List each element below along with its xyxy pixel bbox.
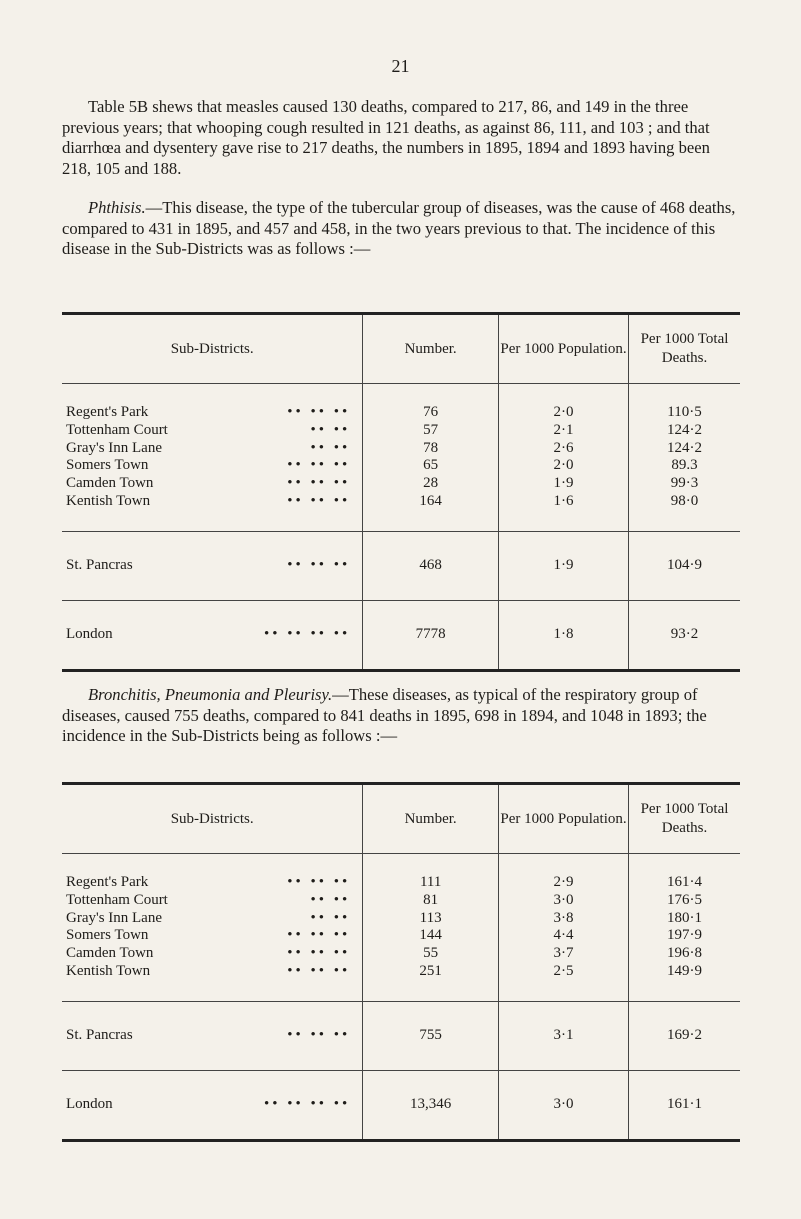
district-cell bbox=[62, 892, 363, 910]
table-row bbox=[62, 910, 740, 928]
bronchitis-text: —These diseases, as typical of the respiratory group of diseases, caused 755 deaths, compared to 841 deaths in 1895, 698 in 1894, and 1048 in 1893; the incidence in the Sub-Districts being as follows :— bbox=[62, 685, 707, 746]
district-cell bbox=[62, 531, 363, 600]
per-population-cell: 2·5 bbox=[498, 963, 628, 981]
leader-dots: •• •• •• bbox=[287, 492, 351, 509]
district-cell bbox=[62, 457, 363, 475]
per-deaths-cell: 161·1 bbox=[629, 1070, 740, 1140]
paragraph-phthisis bbox=[62, 198, 740, 260]
leader-dots: •• •• •• bbox=[287, 457, 351, 474]
district-name: Gray's Inn Lane bbox=[66, 439, 162, 456]
number-cell: 164 bbox=[363, 493, 499, 511]
per-population-cell: 3·1 bbox=[498, 1001, 628, 1070]
per-deaths-cell: 149·9 bbox=[629, 963, 740, 981]
table-row bbox=[62, 404, 740, 422]
district-cell bbox=[62, 493, 363, 511]
leader-dots: •• •• •• bbox=[287, 1027, 351, 1044]
number-cell: 81 bbox=[363, 892, 499, 910]
number-cell: 7778 bbox=[363, 600, 499, 670]
per-population-cell: 2·1 bbox=[498, 422, 628, 440]
per-deaths-cell: 180·1 bbox=[629, 910, 740, 928]
district-cell bbox=[62, 1001, 363, 1070]
per-population-cell: 3·0 bbox=[498, 892, 628, 910]
district-name: Camden Town bbox=[66, 945, 154, 962]
district-name: St. Pancras bbox=[66, 557, 133, 574]
leader-dots: •• •• bbox=[310, 891, 351, 908]
district-name: Kentish Town bbox=[66, 962, 151, 979]
table-row bbox=[62, 927, 740, 945]
leader-dots: •• •• •• bbox=[287, 874, 351, 890]
header-number: Number. bbox=[363, 314, 499, 384]
per-population-cell: 2·0 bbox=[498, 457, 628, 475]
district-cell bbox=[62, 945, 363, 963]
leader-dots: •• •• •• bbox=[287, 945, 351, 962]
number-cell: 78 bbox=[363, 440, 499, 458]
leader-dots: •• •• •• •• bbox=[264, 1096, 351, 1113]
number-cell: 144 bbox=[363, 927, 499, 945]
respiratory-table bbox=[62, 782, 740, 1142]
spacer-row bbox=[62, 981, 740, 1002]
district-name: Regent's Park bbox=[66, 874, 149, 890]
district-cell bbox=[62, 404, 363, 422]
leader-dots: •• •• bbox=[310, 909, 351, 926]
leader-dots: •• •• bbox=[310, 421, 351, 438]
per-population-cell: 1·9 bbox=[498, 531, 628, 600]
district-name: Somers Town bbox=[66, 457, 149, 474]
paragraph-measles: Table 5B shews that measles caused 130 deaths, compared to 217, 86, and 149 in the three previous years; that whooping cough resulted in 121 deaths, as against 86, 111, and 103 ; and that diarrhœa and dysentery gave rise to 217 deaths, the numbers in 1895, 1894 and 1893 having been 218, 105 and 188. bbox=[62, 97, 710, 178]
leader-dots: •• •• •• bbox=[287, 475, 351, 492]
header-sub-districts: Sub-Districts. bbox=[62, 314, 363, 384]
per-population-cell: 3·0 bbox=[498, 1070, 628, 1140]
leader-dots: •• •• •• bbox=[287, 404, 351, 420]
spacer-row bbox=[62, 384, 740, 405]
spacer-row bbox=[62, 854, 740, 875]
district-cell bbox=[62, 874, 363, 892]
district-cell bbox=[62, 600, 363, 670]
per-deaths-cell: 197·9 bbox=[629, 927, 740, 945]
per-population-cell: 1·6 bbox=[498, 493, 628, 511]
table-row bbox=[62, 475, 740, 493]
spacer-row bbox=[62, 511, 740, 532]
district-cell bbox=[62, 1070, 363, 1140]
per-deaths-cell: 98·0 bbox=[629, 493, 740, 511]
phthisis-text: —This disease, the type of the tubercular group of diseases, was the cause of 468 deaths, compared to 431 in 1895, and 457 and 458, in the two years previous to that. The incidence of this disease in the Sub-Districts was as follows :— bbox=[62, 198, 736, 259]
page-number: 21 bbox=[391, 56, 410, 76]
district-name: Tottenham Court bbox=[66, 421, 168, 438]
number-cell: 28 bbox=[363, 475, 499, 493]
phthisis-table bbox=[62, 312, 740, 672]
number-cell: 76 bbox=[363, 404, 499, 422]
table-row bbox=[62, 440, 740, 458]
header-per-population: Per 1000 Population. bbox=[498, 314, 628, 384]
number-cell: 755 bbox=[363, 1001, 499, 1070]
table-row bbox=[62, 892, 740, 910]
number-cell: 251 bbox=[363, 963, 499, 981]
district-name: Camden Town bbox=[66, 475, 154, 492]
district-cell bbox=[62, 910, 363, 928]
per-population-cell: 3·7 bbox=[498, 945, 628, 963]
district-name: Kentish Town bbox=[66, 492, 151, 509]
per-deaths-cell: 93·2 bbox=[629, 600, 740, 670]
header-per-deaths: Per 1000 Total Deaths. bbox=[629, 784, 740, 854]
number-cell: 13,346 bbox=[363, 1070, 499, 1140]
district-name: London bbox=[66, 1096, 113, 1113]
table-row bbox=[62, 874, 740, 892]
per-deaths-cell: 161·4 bbox=[629, 874, 740, 892]
district-name: St. Pancras bbox=[66, 1027, 133, 1044]
header-per-deaths: Per 1000 Total Deaths. bbox=[629, 314, 740, 384]
table-row bbox=[62, 963, 740, 981]
number-cell: 65 bbox=[363, 457, 499, 475]
per-deaths-cell: 124·2 bbox=[629, 440, 740, 458]
number-cell: 468 bbox=[363, 531, 499, 600]
header-sub-districts: Sub-Districts. bbox=[62, 784, 363, 854]
district-cell bbox=[62, 963, 363, 981]
per-deaths-cell: 196·8 bbox=[629, 945, 740, 963]
st-pancras-row bbox=[62, 531, 740, 600]
district-name: Regent's Park bbox=[66, 404, 149, 420]
district-cell bbox=[62, 927, 363, 945]
respiratory-table-body bbox=[62, 854, 740, 1141]
number-cell: 55 bbox=[363, 945, 499, 963]
table-row bbox=[62, 493, 740, 511]
number-cell: 57 bbox=[363, 422, 499, 440]
per-deaths-cell: 176·5 bbox=[629, 892, 740, 910]
per-deaths-cell: 99·3 bbox=[629, 475, 740, 493]
per-population-cell: 1·9 bbox=[498, 475, 628, 493]
leader-dots: •• •• •• bbox=[287, 962, 351, 979]
per-population-cell: 2·0 bbox=[498, 404, 628, 422]
per-population-cell: 1·8 bbox=[498, 600, 628, 670]
per-population-cell: 2·6 bbox=[498, 440, 628, 458]
district-cell bbox=[62, 440, 363, 458]
header-per-population: Per 1000 Population. bbox=[498, 784, 628, 854]
per-population-cell: 4·4 bbox=[498, 927, 628, 945]
per-deaths-cell: 89.3 bbox=[629, 457, 740, 475]
district-name: Gray's Inn Lane bbox=[66, 909, 162, 926]
district-name: London bbox=[66, 626, 113, 643]
per-population-cell: 2·9 bbox=[498, 874, 628, 892]
district-name: Tottenham Court bbox=[66, 891, 168, 908]
leader-dots: •• •• bbox=[310, 439, 351, 456]
phthisis-table-body bbox=[62, 384, 740, 671]
district-name: Somers Town bbox=[66, 927, 149, 944]
bronchitis-heading: Bronchitis, Pneumonia and Pleurisy. bbox=[88, 685, 333, 704]
per-deaths-cell: 104·9 bbox=[629, 531, 740, 600]
leader-dots: •• •• •• •• bbox=[264, 626, 351, 643]
paragraph-bronchitis bbox=[62, 685, 740, 747]
number-cell: 113 bbox=[363, 910, 499, 928]
number-cell: 111 bbox=[363, 874, 499, 892]
per-deaths-cell: 110·5 bbox=[629, 404, 740, 422]
table-row bbox=[62, 945, 740, 963]
district-cell bbox=[62, 475, 363, 493]
london-row bbox=[62, 600, 740, 670]
per-deaths-cell: 169·2 bbox=[629, 1001, 740, 1070]
per-deaths-cell: 124·2 bbox=[629, 422, 740, 440]
table-row bbox=[62, 422, 740, 440]
st-pancras-row bbox=[62, 1001, 740, 1070]
header-number: Number. bbox=[363, 784, 499, 854]
table-row bbox=[62, 457, 740, 475]
district-cell bbox=[62, 422, 363, 440]
per-population-cell: 3·8 bbox=[498, 910, 628, 928]
phthisis-heading: Phthisis. bbox=[88, 198, 146, 217]
london-row bbox=[62, 1070, 740, 1140]
leader-dots: •• •• •• bbox=[287, 557, 351, 574]
leader-dots: •• •• •• bbox=[287, 927, 351, 944]
